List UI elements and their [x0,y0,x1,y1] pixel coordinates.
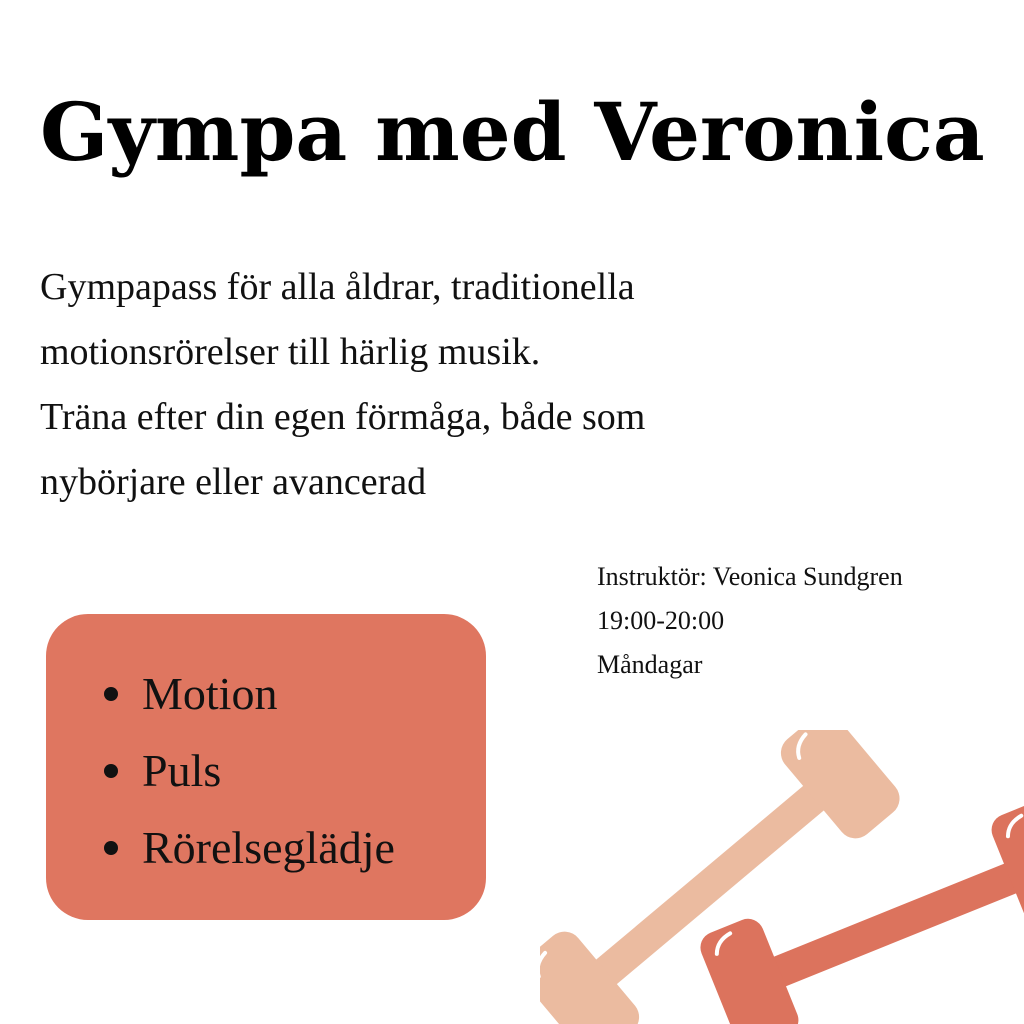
list-item [100,655,395,732]
dumbbells-illustration [540,730,1024,1024]
feature-label: Puls [142,745,222,796]
description-line: Gympapass för alla åldrar, traditionella [40,266,635,308]
description-line: motionsrörelser till härlig musik. [40,331,541,373]
description-line: nybörjare eller avancerad [40,461,427,503]
class-info [597,555,903,687]
feature-label: Motion [142,668,278,719]
time-text: 19:00-20:00 [597,606,725,635]
bullet-icon [104,764,118,778]
bullet-icon [104,841,118,855]
list-item [100,809,395,886]
bullet-icon [104,687,118,701]
feature-list [100,655,395,886]
description-line: Träna efter din egen förmåga, både som [40,396,646,438]
feature-label: Rörelseglädje [142,822,395,873]
list-item [100,732,395,809]
instructor-text: Instruktör: Veonica Sundgren [597,562,903,591]
day-text: Måndagar [597,650,703,679]
description [40,255,940,515]
page-title: Gympa med Veronica [40,85,985,179]
